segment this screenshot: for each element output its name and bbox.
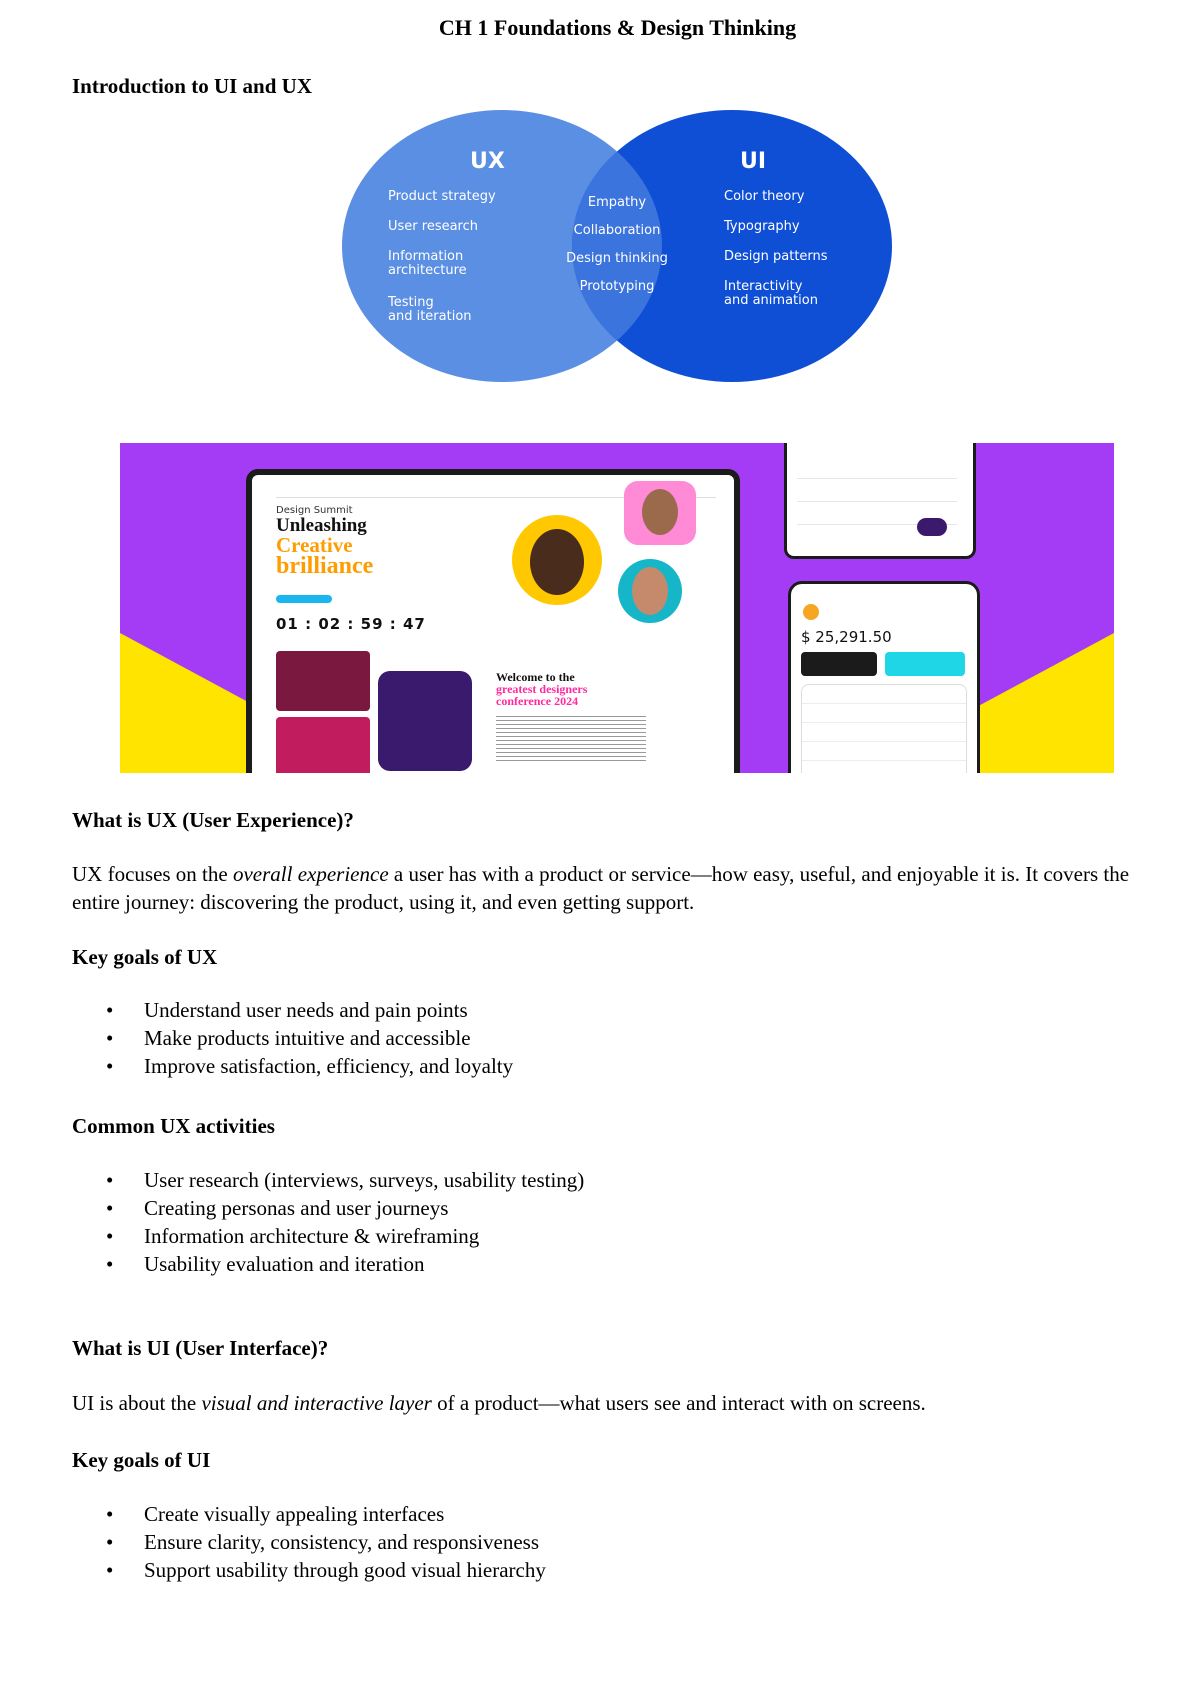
mockup-headline-1: Unleashing bbox=[276, 515, 367, 536]
mockup-headline-2: Creative bbox=[276, 533, 353, 557]
phone-list-mockup bbox=[784, 443, 976, 559]
mockup-welcome-3: conference 2024 bbox=[496, 694, 579, 708]
ux-para-emphasis: overall experience bbox=[232, 862, 389, 886]
list-item: • Understand user needs and pain points bbox=[72, 996, 513, 1024]
mockup-portrait-2 bbox=[624, 481, 696, 545]
document-title: CH 1 Foundations & Design Thinking bbox=[438, 15, 797, 40]
mockup-cta-button bbox=[276, 595, 332, 603]
list-item: • Ensure clarity, consistency, and responsiveness bbox=[72, 1528, 546, 1556]
shared-item: Collaboration bbox=[573, 223, 661, 238]
ui-para-text: of a product—what users see and interact with on screens. bbox=[431, 1391, 926, 1415]
mockup-kicker: Design Summit bbox=[276, 505, 353, 516]
ux-goals-heading: Key goals of UX bbox=[72, 945, 218, 969]
mockup-headline-3: brilliance bbox=[276, 553, 374, 579]
wallet-balance: $ 25,291.50 bbox=[801, 628, 892, 646]
ui-design-showcase-image bbox=[120, 443, 1114, 773]
shared-item: Prototyping bbox=[579, 279, 655, 294]
mockup-timer: 01 : 02 : 59 : 47 bbox=[276, 615, 426, 633]
ux-ui-venn-diagram bbox=[340, 108, 900, 388]
mockup-photo-3 bbox=[276, 717, 370, 773]
list-item: • Support usability through good visual hierarchy bbox=[72, 1556, 546, 1584]
shared-item: Empathy bbox=[587, 195, 647, 210]
ux-activities-list bbox=[72, 1166, 584, 1278]
venn-svg bbox=[340, 108, 900, 388]
mockup-portrait-1 bbox=[512, 515, 602, 605]
list-item: • Usability evaluation and iteration bbox=[72, 1250, 584, 1278]
ui-paragraph bbox=[72, 1389, 1152, 1417]
mockup-photo-2 bbox=[378, 671, 472, 771]
ui-item: Color theory bbox=[724, 189, 805, 204]
mockup-welcome-2: greatest designers bbox=[496, 682, 588, 696]
ui-item: Interactivity bbox=[724, 279, 803, 294]
ui-item: Typography bbox=[724, 219, 800, 234]
list-item: • Make products intuitive and accessible bbox=[72, 1024, 513, 1052]
ux-paragraph bbox=[72, 860, 1152, 916]
ux-item: User research bbox=[388, 219, 479, 234]
wallet-card-dark bbox=[801, 652, 877, 676]
mockup-welcome-1: Welcome to the bbox=[496, 670, 575, 684]
list-item: • Create visually appealing interfaces bbox=[72, 1500, 546, 1528]
wallet-asset-list bbox=[801, 684, 967, 773]
ui-heading: What is UI (User Interface)? bbox=[72, 1336, 329, 1360]
phone-wallet-mockup bbox=[788, 581, 980, 773]
ui-item: and animation bbox=[724, 293, 818, 308]
ux-para-text: UX focuses on the bbox=[72, 862, 233, 886]
wallet-card-cyan bbox=[885, 652, 965, 676]
ui-goals-list bbox=[72, 1500, 546, 1584]
ui-item: Design patterns bbox=[724, 249, 828, 264]
mockup-photo-1 bbox=[276, 651, 370, 711]
ux-activities-heading: Common UX activities bbox=[72, 1114, 275, 1138]
ui-goals-heading: Key goals of UI bbox=[72, 1448, 211, 1472]
ux-item: Testing bbox=[388, 295, 434, 310]
mockup-body-text bbox=[496, 713, 646, 763]
ui-para-emphasis: visual and interactive layer bbox=[201, 1391, 432, 1415]
conference-website-mockup bbox=[246, 469, 740, 773]
ux-para-text: a user has with a product or service—how easy, useful, and enjoyable it is. It covers the entire journey: discovering the product, using it, and even getting support. bbox=[72, 862, 1130, 914]
intro-heading: Introduction to UI and UX bbox=[72, 74, 312, 98]
mockup-portrait-3 bbox=[618, 559, 682, 623]
ux-item: and iteration bbox=[388, 309, 472, 324]
list-item: • Improve satisfaction, efficiency, and loyalty bbox=[72, 1052, 513, 1080]
ui-para-text: UI is about the bbox=[72, 1391, 202, 1415]
ux-heading: What is UX (User Experience)? bbox=[72, 808, 354, 832]
shared-item: Design thinking bbox=[566, 251, 668, 266]
ux-goals-list bbox=[72, 996, 513, 1080]
ux-title: UX bbox=[470, 149, 505, 174]
ux-item: architecture bbox=[388, 263, 467, 278]
list-item: • Creating personas and user journeys bbox=[72, 1194, 584, 1222]
ux-item: Product strategy bbox=[388, 189, 496, 204]
ux-item: Information bbox=[388, 249, 464, 264]
list-item: • User research (interviews, surveys, usability testing) bbox=[72, 1166, 584, 1194]
ui-title: UI bbox=[740, 149, 767, 174]
list-item: • Information architecture & wireframing bbox=[72, 1222, 584, 1250]
